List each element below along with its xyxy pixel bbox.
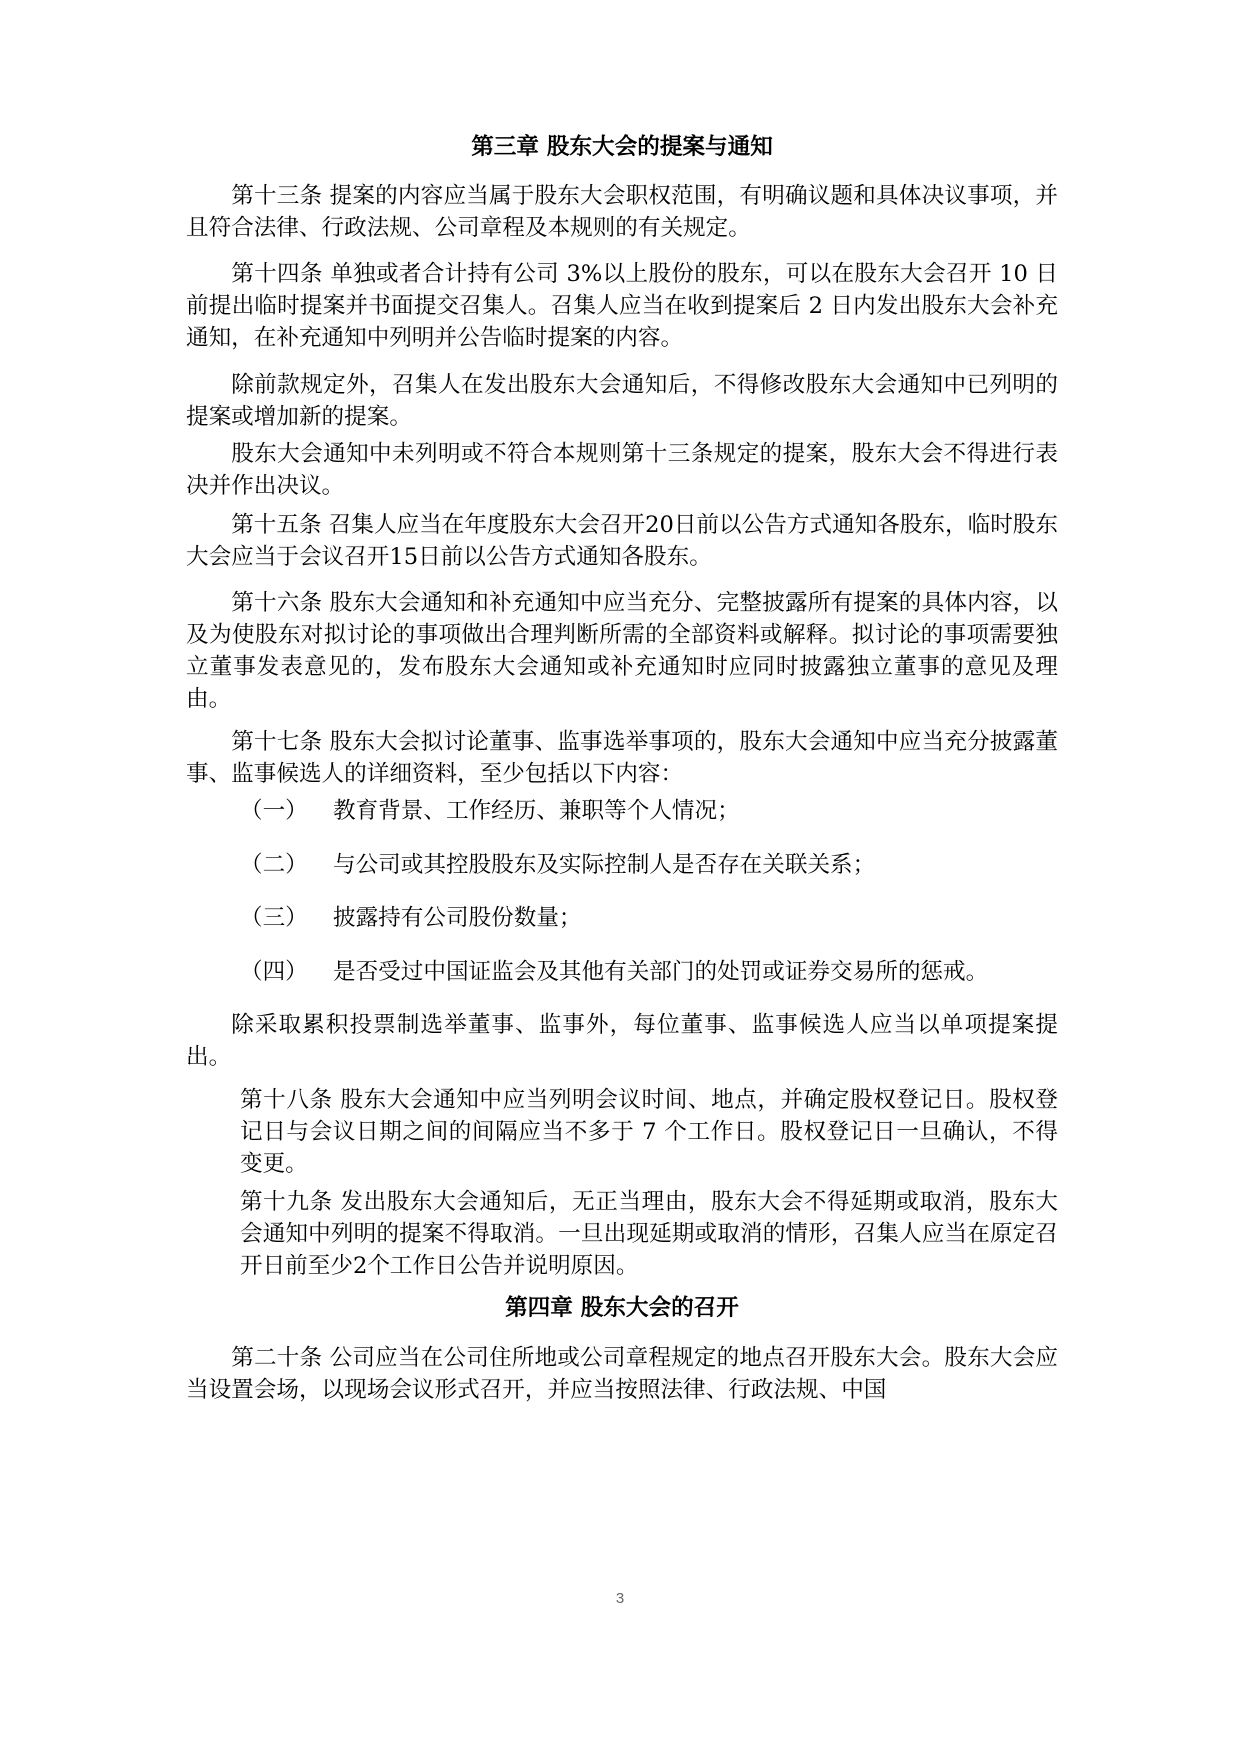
article-20: 第二十条 公司应当在公司住所地或公司章程规定的地点召开股东大会。股东大会应当设置会场，以现场会议形式召开，并应当按照法律、行政法规、中国 [186,1345,1058,1403]
list-item-text: 教育背景、工作经历、兼职等个人情况； [333,798,740,824]
article-17: 第十七条 股东大会拟讨论董事、监事选举事项的，股东大会通知中应当充分披露董事、监事候选人的详细资料，至少包括以下内容： [186,729,1058,787]
list-item-text: 与公司或其控股股东及实际控制人是否存在关联关系； [333,852,876,878]
chapter-4-title: 第四章 股东大会的召开 [505,1295,739,1321]
article-18: 第十八条 股东大会通知中应当列明会议时间、地点，并确定股权登记日。股权登记日与会议日期之间的间隔应当不多于 7 个工作日。股权登记日一旦确认，不得变更。 [240,1087,1058,1177]
list-item [240,902,1058,934]
list-item [240,795,1058,827]
list-item-number: （一） [240,798,308,824]
list-item-number: （二） [240,852,308,878]
article-19: 第十九条 发出股东大会通知后，无正当理由，股东大会不得延期或取消，股东大会通知中列明的提案不得取消。一旦出现延期或取消的情形，召集人应当在原定召开日前至少2个工作日公告并说明原因。 [240,1189,1058,1279]
list-item-text: 披露持有公司股份数量； [333,905,582,931]
article-16: 第十六条 股东大会通知和补充通知中应当充分、完整披露所有提案的具体内容，以及为使股东对拟讨论的事项做出合理判断所需的全部资料或解释。拟讨论的事项需要独立董事发表意见的，发布股东大会通知或补充通知时应同时披露独立董事的意见及理由。 [186,590,1058,712]
list-item [240,849,1058,881]
article-14-paragraph-3: 股东大会通知中未列明或不符合本规则第十三条规定的提案，股东大会不得进行表决并作出决议。 [186,441,1058,499]
article-14: 第十四条 单独或者合计持有公司 3%以上股份的股东，可以在股东大会召开 10 日前提出临时提案并书面提交召集人。召集人应当在收到提案后 2 日内发出股东大会补充通知，在补充通知中列明并公告临时提案的内容。 [186,261,1058,351]
list-item-number: （三） [240,905,308,931]
page-number: 3 [615,1590,625,1607]
list-item-text: 是否受过中国证监会及其他有关部门的处罚或证券交易所的惩戒。 [333,959,989,985]
article-14-paragraph-2: 除前款规定外，召集人在发出股东大会通知后，不得修改股东大会通知中已列明的提案或增加新的提案。 [186,372,1058,430]
list-item-number: （四） [240,959,308,985]
list-item [240,956,1058,988]
article-13: 第十三条 提案的内容应当属于股东大会职权范围，有明确议题和具体决议事项，并且符合法律、行政法规、公司章程及本规则的有关规定。 [186,183,1058,241]
chapter-3-title: 第三章 股东大会的提案与通知 [471,134,773,160]
article-17-paragraph-2: 除采取累积投票制选举董事、监事外，每位董事、监事候选人应当以单项提案提出。 [186,1012,1058,1070]
article-15: 第十五条 召集人应当在年度股东大会召开20日前以公告方式通知各股东，临时股东大会应当于会议召开15日前以公告方式通知各股东。 [186,512,1058,570]
